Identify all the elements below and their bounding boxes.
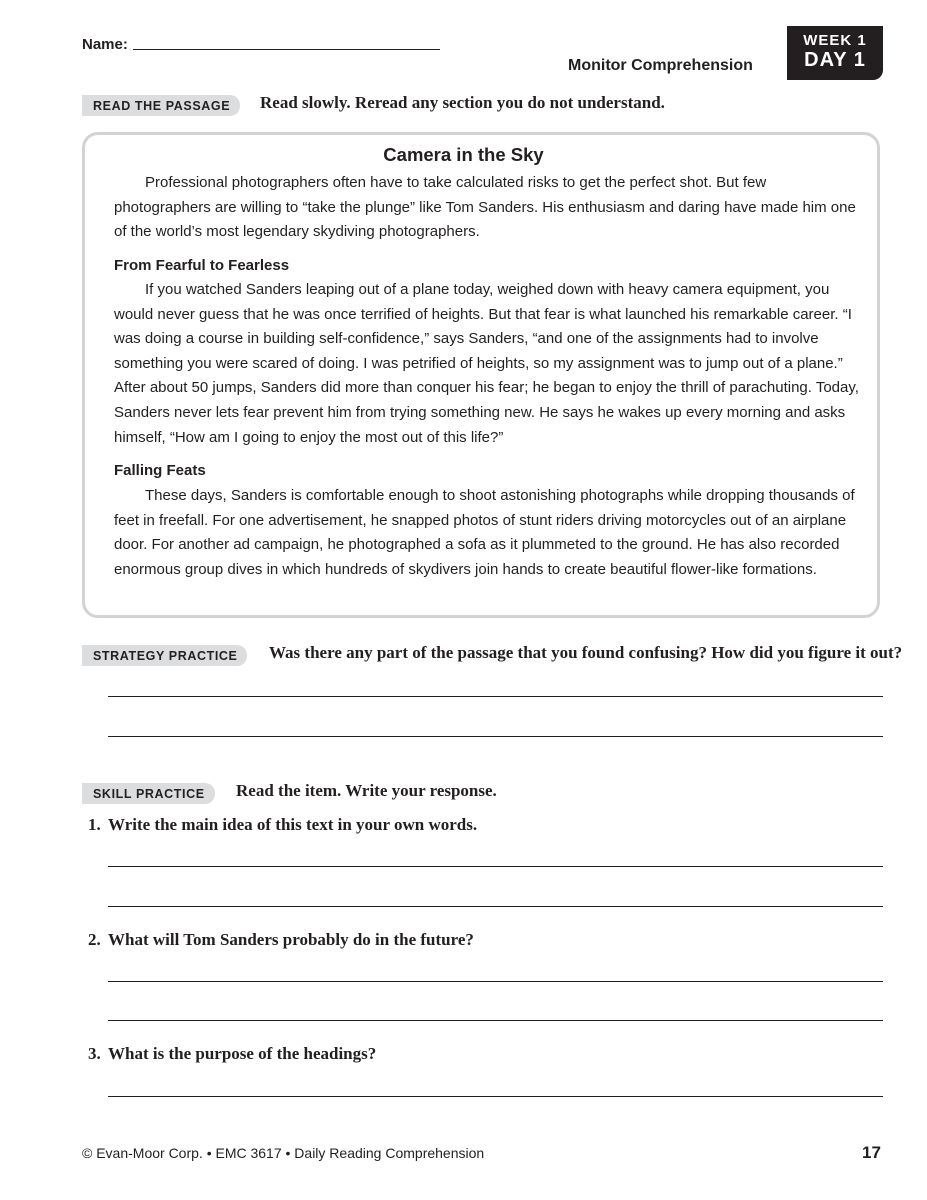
skill-instruction: Read the item. Write your response.: [236, 781, 497, 800]
name-field[interactable]: [133, 49, 440, 50]
answer-line[interactable]: [108, 906, 883, 907]
section-paragraph: These days, Sanders is comfortable enough to shoot astonishing photographs while dropping thousands of feet in freefall. For one advertisement, he snapped photos of stunt riders driving motorcycles out of an airplane door. For another ad campaign, he photographed a sofa as it plummeted to the ground. He has also recorded enormous group dives in which hundreds of skydivers join hands to create beautiful flower-like formations.: [114, 487, 855, 578]
answer-line[interactable]: [108, 736, 883, 737]
section-title: Monitor Comprehension: [568, 57, 753, 74]
question-number: 2.: [88, 930, 101, 949]
section-heading: Falling Feats: [114, 462, 206, 479]
intro-paragraph: Professional photographers often have to take calculated risks to get the perfect shot. But few photographers are willing to “take the plunge” like Tom Sanders. His enthusiasm and daring have made him one of the world’s most legendary skydiving photographers.: [114, 174, 856, 241]
day-label: DAY 1: [804, 49, 866, 71]
page-number: 17: [862, 1143, 881, 1162]
name-label: Name:: [82, 36, 128, 53]
skill-practice-label: SKILL PRACTICE: [82, 783, 215, 804]
passage-title: Camera in the Sky: [383, 144, 544, 165]
question-text: Write the main idea of this text in your own words.: [108, 815, 478, 834]
read-passage-label: READ THE PASSAGE: [82, 95, 240, 116]
strategy-question: Was there any part of the passage that you found confusing? How did you figure it out?: [269, 643, 903, 662]
footer-credit: © Evan-Moor Corp. • EMC 3617 • Daily Reading Comprehension: [82, 1145, 485, 1161]
section-paragraph: If you watched Sanders leaping out of a plane today, weighed down with heavy camera equipment, you would never guess that he was once terrified of heights. But that fear is what launched his remarkable career. “I was doing a course in building self-confidence,” says Sanders, “and one of the assignments had to involve something you were scared of doing. I was petrified of heights, so my assignment was to jump out of a plane.” After about 50 jumps, Sanders did more than conquer his fear; he began to enjoy the thrill of parachuting. Today, Sanders never lets fear prevent him from trying something new. He says he wakes up every morning and asks himself, “How am I going to enjoy the most out of this life?”: [114, 281, 859, 446]
question-text: What will Tom Sanders probably do in the future?: [108, 930, 474, 949]
question-number: 1.: [88, 815, 101, 834]
answer-line[interactable]: [108, 696, 883, 697]
answer-line[interactable]: [108, 866, 883, 867]
answer-line[interactable]: [108, 1020, 883, 1021]
strategy-practice-label: STRATEGY PRACTICE: [82, 645, 247, 666]
week-day-tab: [787, 26, 883, 80]
week-label: WEEK 1: [803, 32, 867, 49]
answer-line[interactable]: [108, 1096, 883, 1097]
question-text: What is the purpose of the headings?: [108, 1044, 377, 1063]
section-heading: From Fearful to Fearless: [114, 257, 290, 274]
passage-intro: [114, 171, 859, 245]
read-passage-instruction: Read slowly. Reread any section you do not understand.: [260, 93, 665, 112]
answer-line[interactable]: [108, 981, 883, 982]
question-number: 3.: [88, 1044, 101, 1063]
section-body: [114, 484, 859, 582]
section-body: [114, 278, 859, 450]
